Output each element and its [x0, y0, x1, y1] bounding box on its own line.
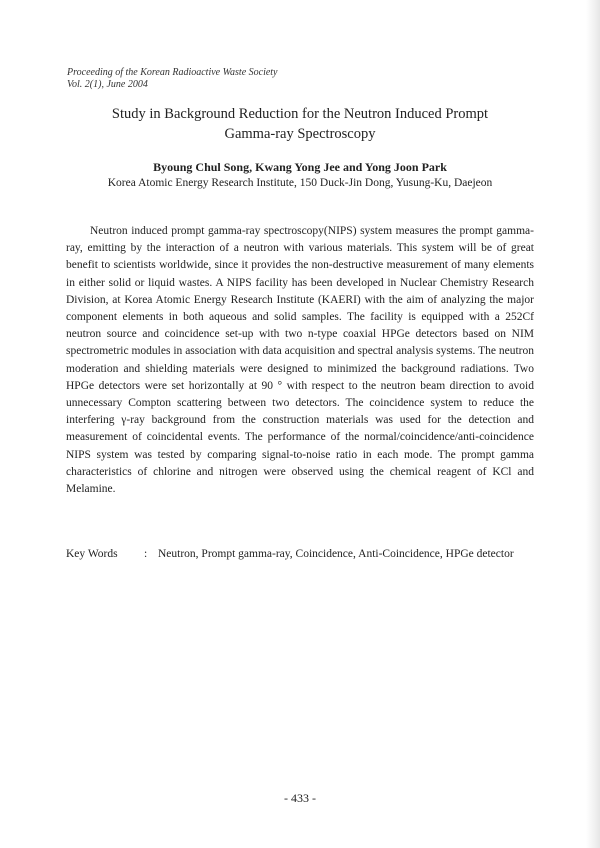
journal-header — [67, 67, 278, 91]
authors: Byoung Chul Song, Kwang Yong Jee and Yong Joon Park — [153, 160, 447, 174]
keywords-label: Key Words — [66, 548, 118, 560]
page-number: - 433 - — [284, 791, 316, 805]
affiliation: Korea Atomic Energy Research Institute, 150 Duck-Jin Dong, Yusung-Ku, Daejeon — [107, 177, 493, 189]
keywords-list: Neutron, Prompt gamma-ray, Coincidence, Anti-Coincidence, HPGe detector — [158, 548, 514, 560]
journal-volume: Vol. 2(1), June 2004 — [67, 79, 148, 90]
abstract — [66, 223, 534, 498]
keywords-separator: : — [144, 548, 148, 560]
keywords — [66, 546, 534, 563]
title-line-2: Gamma-ray Spectroscopy — [224, 126, 376, 142]
scan-edge-shadow — [586, 0, 600, 848]
paper-title — [60, 104, 540, 144]
abstract-text: Neutron induced prompt gamma-ray spectroscopy(NIPS) system measures the prompt gamma-ray, emitting by the interaction of a neutron with various materials. This system will be of great benefit to scientists worldwide, since it provides the non-destructive measurement of many elements in either solid or liquid wastes. A NIPS facility has been developed in Nuclear Chemistry Research Division, at Korea Atomic Energy Research Institute (KAERI) with the aim of analyzing the major component elements in both aqueous and solid samples. The facility is equipped with a 252Cf neutron source and coincidence set-up with two n-type coaxial HPGe detectors based on NIM spectrometric modules in association with data acquisition and spectral analysis systems. The neutron moderation and shielding materials were designed to minimized the background radiations. Two HPGe detectors were set horizontally at 90 ° with respect to the neutron beam direction to avoid unnecessary Compton scattering between two detectors. The coincidence system to reduce the interfering γ-ray background from the construction materials was used for the detection and measurement of coincidental events. The performance of the normal/coincidence/anti-coincidence NIPS system was tested by comparing signal-to-noise ratio in each mode. The prompt gamma characteristics of chlorine and nitrogen were observed using the chemical reagent of KCl and Melamine. — [66, 225, 534, 496]
title-line-1: Study in Background Reduction for the Neutron Induced Prompt — [111, 106, 489, 122]
journal-name: Proceeding of the Korean Radioactive Waste Society — [67, 67, 278, 78]
